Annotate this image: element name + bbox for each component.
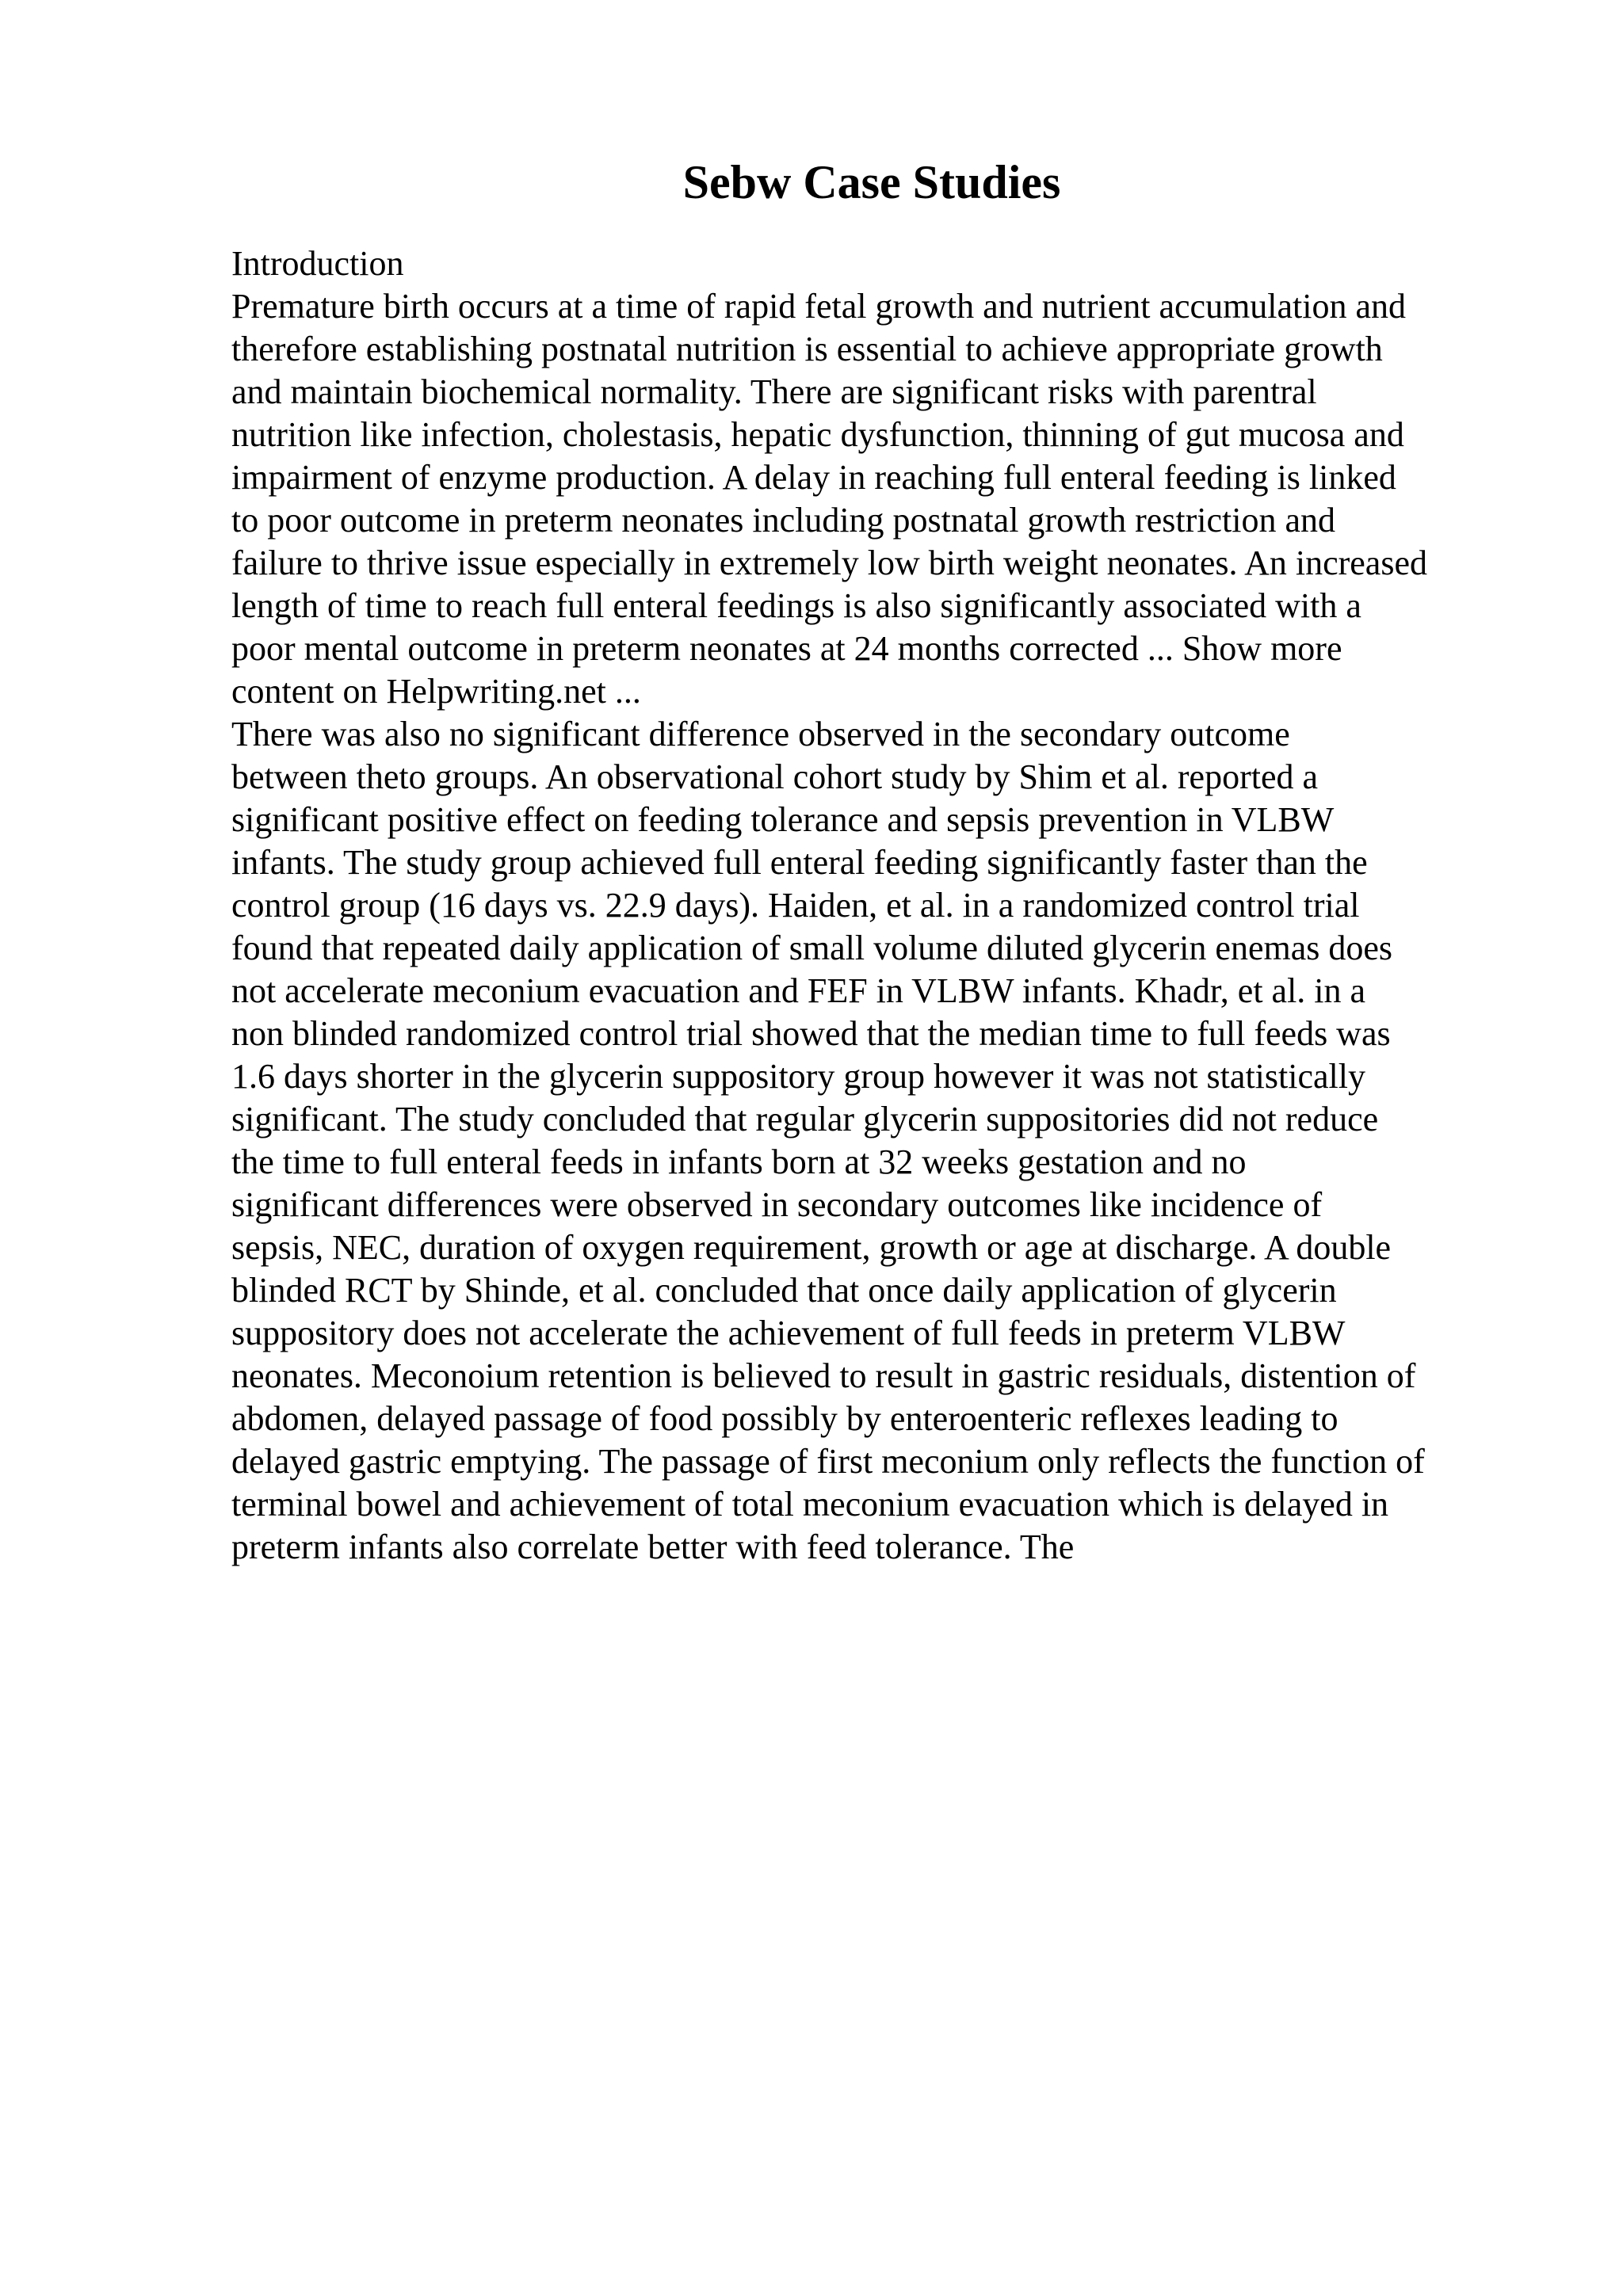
text-line: poor mental outcome in preterm neonates at 24 months corrected ... Show more [231,629,1342,668]
text-line: non blinded randomized control trial showed that the median time to full feeds was [231,1014,1391,1053]
text-line: to poor outcome in preterm neonates including postnatal growth restriction and [231,501,1335,540]
text-line: preterm infants also correlate better with feed tolerance. The [231,1527,1075,1566]
text-line: infants. The study group achieved full enteral feeding significantly faster than the [231,843,1368,882]
text-line: Premature birth occurs at a time of rapid fetal growth and nutrient accumulation and [231,287,1407,326]
text-line: nutrition like infection, cholestasis, hepatic dysfunction, thinning of gut mucosa and [231,415,1404,454]
heading-introduction: Introduction [231,244,404,283]
text-line: impairment of enzyme production. A delay in reaching full enteral feeding is linked [231,458,1396,497]
text-line: content on Helpwriting.net ... [231,672,641,711]
text-line: failure to thrive issue especially in extremely low birth weight neonates. An increased [231,543,1427,582]
text-line: delayed gastric emptying. The passage of first meconium only reflects the function of [231,1442,1425,1481]
text-line: sepsis, NEC, duration of oxygen requirement, growth or age at discharge. A double [231,1228,1392,1267]
text-line: length of time to reach full enteral feedings is also significantly associated with a [231,586,1361,625]
text-line: abdomen, delayed passage of food possibly by enteroenteric reflexes leading to [231,1399,1338,1438]
text-line: significant. The study concluded that regular glycerin suppositories did not reduce [231,1100,1379,1138]
text-line: 1.6 days shorter in the glycerin suppository group however it was not statistically [231,1057,1365,1096]
text-line: and maintain biochemical normality. There are significant risks with parentral [231,372,1317,411]
text-line: control group (16 days vs. 22.9 days). Haiden, et al. in a randomized control trial [231,886,1360,925]
text-line: significant positive effect on feeding tolerance and sepsis prevention in VLBW [231,800,1335,839]
document-body [231,242,1610,1569]
text-line: not accelerate meconium evacuation and FEF in VLBW infants. Khadr, et al. in a [231,971,1366,1010]
text-line: between theto groups. An observational cohort study by Shim et al. reported a [231,757,1319,796]
text-line: the time to full enteral feeds in infants born at 32 weeks gestation and no [231,1142,1247,1181]
document-title: Sebw Case Studies [682,156,1061,208]
text-line: therefore establishing postnatal nutrition is essential to achieve appropriate growth [231,330,1383,368]
text-line: neonates. Meconoium retention is believed to result in gastric residuals, distention of [231,1356,1416,1395]
text-line: found that repeated daily application of small volume diluted glycerin enemas does [231,929,1392,967]
text-line: suppository does not accelerate the achievement of full feeds in preterm VLBW [231,1314,1346,1352]
text-line: There was also no significant difference observed in the secondary outcome [231,715,1290,753]
text-line: terminal bowel and achievement of total meconium evacuation which is delayed in [231,1485,1389,1524]
text-line: blinded RCT by Shinde, et al. concluded that once daily application of glycerin [231,1271,1337,1310]
text-line: significant differences were observed in secondary outcomes like incidence of [231,1185,1323,1224]
